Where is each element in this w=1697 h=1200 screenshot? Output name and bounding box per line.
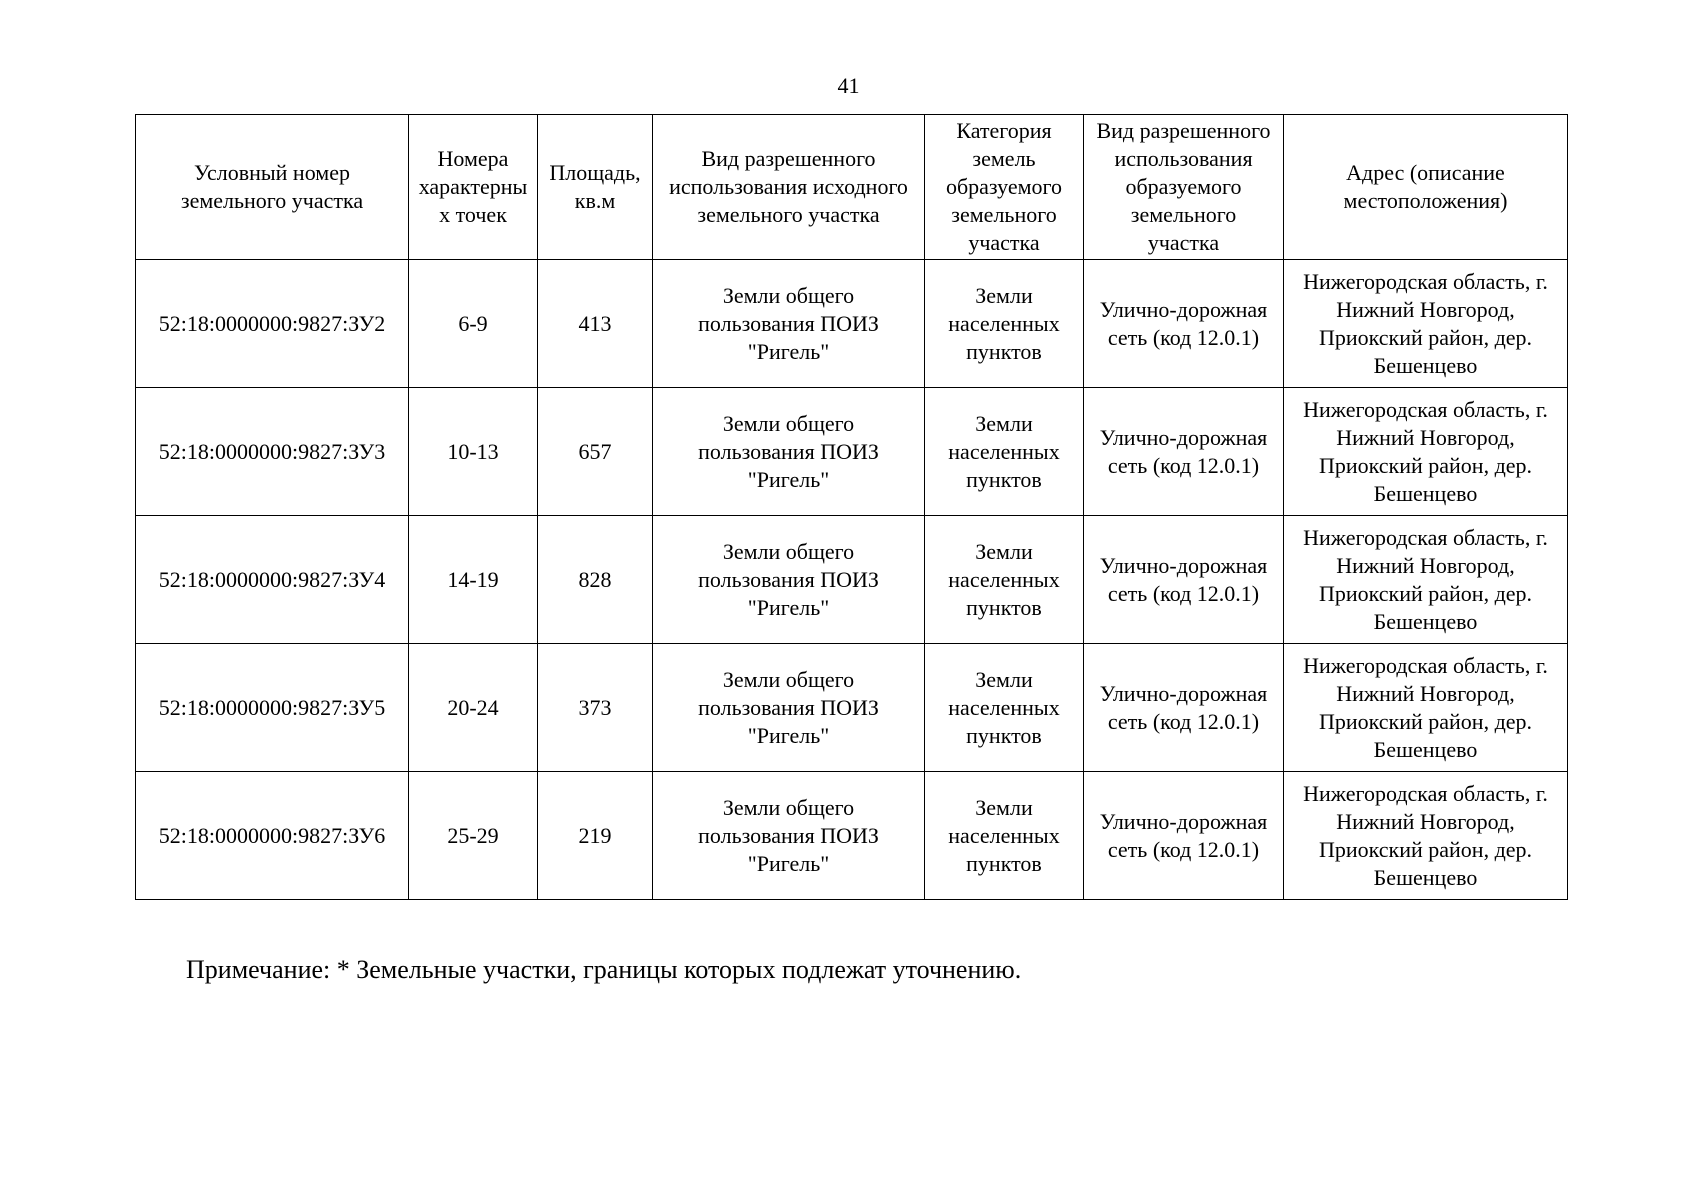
cell-points: 25-29 [409,772,538,900]
cell-cadastral-number: 52:18:0000000:9827:ЗУ4 [136,516,409,644]
header-new-use: Вид разрешенного использования образуемого земельного участка [1084,115,1284,260]
cell-points: 14-19 [409,516,538,644]
cell-source-use: Земли общего пользования ПОИЗ "Ригель" [653,388,925,516]
table-row [136,388,1568,516]
cell-new-use: Улично-дорожная сеть (код 12.0.1) [1084,260,1284,388]
cell-new-use: Улично-дорожная сеть (код 12.0.1) [1084,644,1284,772]
cell-category: Земли населенных пунктов [925,772,1084,900]
cell-address: Нижегородская область, г. Нижний Новгород, Приокский район, дер. Бешенцево [1284,772,1568,900]
cell-cadastral-number: 52:18:0000000:9827:ЗУ5 [136,644,409,772]
cell-area: 373 [538,644,653,772]
cell-points: 10-13 [409,388,538,516]
header-address: Адрес (описание местоположения) [1284,115,1568,260]
header-cadastral-number: Условный номер земельного участка [136,115,409,260]
header-source-use: Вид разрешенного использования исходного земельного участка [653,115,925,260]
cell-address: Нижегородская область, г. Нижний Новгород, Приокский район, дер. Бешенцево [1284,516,1568,644]
footnote: Примечание: * Земельные участки, границы которых подлежат уточнению. [186,955,1022,984]
cell-source-use: Земли общего пользования ПОИЗ "Ригель" [653,644,925,772]
cell-category: Земли населенных пунктов [925,644,1084,772]
cell-area: 413 [538,260,653,388]
cell-category: Земли населенных пунктов [925,260,1084,388]
cell-cadastral-number: 52:18:0000000:9827:ЗУ6 [136,772,409,900]
cell-new-use: Улично-дорожная сеть (код 12.0.1) [1084,516,1284,644]
page-number: 41 [837,73,860,98]
cell-source-use: Земли общего пользования ПОИЗ "Ригель" [653,260,925,388]
table-header-row [136,115,1568,260]
header-area: Площадь, кв.м [538,115,653,260]
cell-address: Нижегородская область, г. Нижний Новгород, Приокский район, дер. Бешенцево [1284,260,1568,388]
cell-category: Земли населенных пунктов [925,388,1084,516]
cell-source-use: Земли общего пользования ПОИЗ "Ригель" [653,516,925,644]
cell-new-use: Улично-дорожная сеть (код 12.0.1) [1084,772,1284,900]
cell-source-use: Земли общего пользования ПОИЗ "Ригель" [653,772,925,900]
table-row [136,772,1568,900]
header-category: Категория земель образуемого земельного участка [925,115,1084,260]
cell-points: 6-9 [409,260,538,388]
header-points: Номера характерны х точек [409,115,538,260]
cell-address: Нижегородская область, г. Нижний Новгород, Приокский район, дер. Бешенцево [1284,388,1568,516]
cell-cadastral-number: 52:18:0000000:9827:ЗУ3 [136,388,409,516]
cell-category: Земли населенных пунктов [925,516,1084,644]
cell-cadastral-number: 52:18:0000000:9827:ЗУ2 [136,260,409,388]
cell-new-use: Улично-дорожная сеть (код 12.0.1) [1084,388,1284,516]
cell-address: Нижегородская область, г. Нижний Новгород, Приокский район, дер. Бешенцево [1284,644,1568,772]
cell-points: 20-24 [409,644,538,772]
table-row [136,516,1568,644]
table-row [136,644,1568,772]
cell-area: 219 [538,772,653,900]
land-plots-table [135,114,1568,900]
cell-area: 657 [538,388,653,516]
table-row [136,260,1568,388]
cell-area: 828 [538,516,653,644]
